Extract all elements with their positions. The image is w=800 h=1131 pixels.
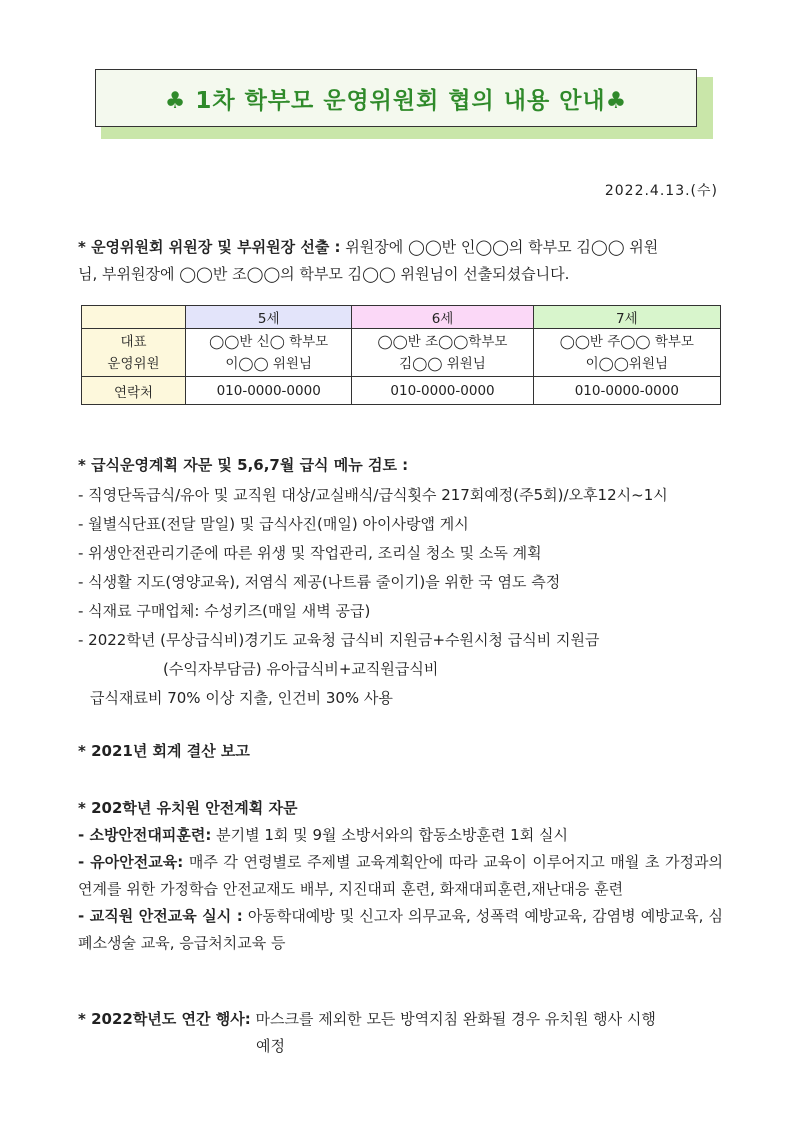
section-heading: * 2022학년도 연간 행사:	[78, 1010, 251, 1028]
column-header: 6세	[352, 306, 533, 329]
section-accounting	[78, 738, 723, 765]
column-header: 7세	[533, 306, 720, 329]
section-text: 위원장에 ◯◯반 인◯◯의 학부모 김◯◯ 위원	[340, 238, 659, 256]
table-cell: 010-0000-0000	[533, 377, 720, 405]
committee-table	[81, 305, 721, 405]
item-label: - 유아안전교육:	[78, 853, 184, 871]
table-cell: 010-0000-0000	[352, 377, 533, 405]
section-heading: * 202학년 유치원 안전계획 자문	[78, 799, 298, 817]
title-text: 1차 학부모 운영위원회 협의 내용 안내	[195, 87, 606, 114]
list-item: - 2022학년 (무상급식비)경기도 교육청 급식비 지원금+수원시청 급식비 지원금	[78, 631, 600, 649]
club-icon: ♣	[605, 87, 628, 114]
page-title	[165, 82, 628, 115]
item-text: 분기별 1회 및 9월 소방서와의 합동소방훈련 1회 실시	[211, 826, 568, 844]
table-cell: ◯◯반 조◯◯학부모 김◯◯ 위원님	[352, 329, 533, 377]
section-heading: * 급식운영계획 자문 및 5,6,7월 급식 메뉴 검토 :	[78, 456, 409, 474]
document-date: 2022.4.13.(수)	[604, 183, 718, 199]
title-box	[95, 69, 697, 127]
row-label: 대표 운영위원	[82, 329, 186, 377]
section-heading: * 운영위원회 위원장 및 부위원장 선출 :	[78, 238, 341, 256]
list-item: - 식재료 구매업체: 수성키즈(매일 새벽 공급)	[78, 602, 371, 620]
club-icon: ♣	[164, 87, 187, 114]
list-item: - 위생안전관리기준에 따른 위생 및 작업관리, 조리실 청소 및 소독 계획	[78, 544, 542, 562]
section-text: 님, 부위원장에 ◯◯반 조◯◯의 학부모 김◯◯ 위원님이 선출되셨습니다.	[78, 265, 570, 283]
item-label: - 소방안전대피훈련:	[78, 826, 212, 844]
section-heading: * 2021년 회계 결산 보고	[78, 742, 250, 760]
list-item: - 식생활 지도(영양교육), 저염식 제공(나트륨 줄이기)을 위한 국 염도 측정	[78, 573, 561, 591]
list-item: (수익자부담금) 유아급식비+교직원급식비	[163, 660, 439, 678]
section-text: 마스크를 제외한 모든 방역지침 완화될 경우 유치원 행사 시행	[250, 1010, 656, 1028]
section-meal-plan	[78, 452, 723, 713]
list-item: 급식재료비 70% 이상 지출, 인건비 30% 사용	[90, 689, 393, 707]
table-corner	[82, 306, 186, 329]
list-item: - 직영단독급식/유아 및 교직원 대상/교실배식/급식횟수 217회예정(주5회)/오후12시~1시	[78, 486, 668, 504]
section-text: 예정	[256, 1037, 285, 1055]
row-label: 연락처	[82, 377, 186, 405]
section-committee-election	[78, 234, 723, 288]
item-text: 아동학대예방 및 신고자 의무교육, 성폭력 예방교육, 감염병 예방교육, 심폐소생술 교육, 응급처치교육 등	[78, 907, 723, 952]
item-text: 매주 각 연령별로 주제별 교육계획안에 따라 교육이 이루어지고 매월 초 가정과의 연계를 위한 가정학습 안전교재도 배부, 지진대피 훈련, 화재대피훈련,재난대응 훈련	[78, 853, 724, 898]
table-cell: 010-0000-0000	[186, 377, 352, 405]
list-item: - 월별식단표(전달 말일) 및 급식사진(매일) 아이사랑앱 게시	[78, 515, 469, 533]
table-cell: ◯◯반 주◯◯ 학부모 이◯◯위원님	[533, 329, 720, 377]
item-label: - 교직원 안전교육 실시 :	[78, 907, 243, 925]
table-cell: ◯◯반 신◯ 학부모 이◯◯ 위원님	[186, 329, 352, 377]
section-annual-events	[78, 1006, 723, 1060]
column-header: 5세	[186, 306, 352, 329]
section-safety	[78, 795, 723, 957]
